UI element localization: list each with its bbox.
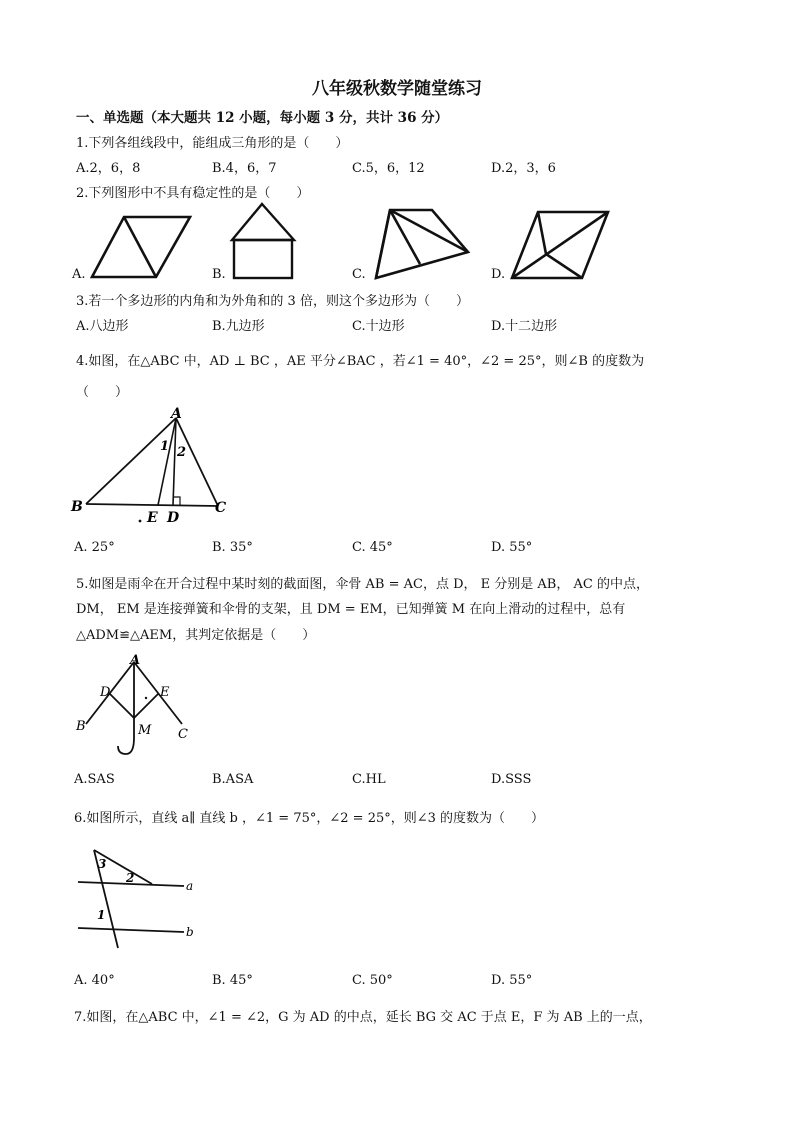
q6-option-b[interactable]: B. 45°	[212, 973, 253, 988]
q6-parallel-lines-figure	[72, 842, 202, 952]
q2-figure-b-house	[230, 202, 296, 280]
q3-option-c[interactable]: C.十边形	[352, 319, 405, 334]
q4-option-c[interactable]: C. 45°	[352, 540, 393, 555]
question-1-stem: 1.下列各组线段中，能组成三角形的是（ ）	[76, 136, 349, 151]
q5-label-a: A	[130, 653, 141, 668]
q3-option-b[interactable]: B.九边形	[212, 319, 265, 334]
q5-option-d[interactable]: D.SSS	[491, 772, 532, 787]
question-2-stem: 2.下列图形中不具有稳定性的是（ ）	[76, 186, 310, 201]
q1-option-a[interactable]: A.2，6，8	[76, 161, 141, 176]
q1-option-c[interactable]: C.5，6，12	[352, 161, 425, 176]
q4-label-a: A	[171, 406, 182, 422]
q6-label-angle-2: 2	[126, 871, 135, 885]
q1-option-d[interactable]: D.2，3，6	[491, 161, 556, 176]
q5-label-e: E	[160, 685, 170, 700]
question-4-stem-line1: 4.如图，在△ABC 中，AD ⊥ BC ，AE 平分∠BAC ，若∠1 = 40°，∠2 = 25°，则∠B 的度数为	[76, 354, 645, 369]
q4-option-d[interactable]: D. 55°	[491, 540, 533, 555]
q4-option-a[interactable]: A. 25°	[74, 540, 115, 555]
section-heading: 一、单选题（本大题共 12 小题，每小题 3 分，共计 36 分）	[76, 110, 449, 126]
q5-option-c[interactable]: C.HL	[352, 772, 386, 787]
q1-option-b[interactable]: B.4，6，7	[212, 161, 277, 176]
q5-option-b[interactable]: B.ASA	[212, 772, 254, 787]
question-6-stem: 6.如图所示，直线 a∥ 直线 b ，∠1 = 75°，∠2 = 25°，则∠3 的度数为（ ）	[74, 811, 545, 826]
q4-label-c: C	[215, 500, 227, 516]
q2-option-a[interactable]: A.	[72, 267, 86, 282]
question-3-stem: 3.若一个多边形的内角和为外角和的 3 倍，则这个多边形为（ ）	[76, 294, 469, 309]
q4-triangle-figure	[68, 404, 236, 528]
q6-label-angle-3: 3	[98, 857, 107, 871]
q5-option-a[interactable]: A.SAS	[74, 772, 115, 787]
q2-figure-a-parallelogram	[90, 215, 192, 279]
q2-figure-c-quadrilateral	[370, 208, 470, 280]
q5-label-m: M	[138, 723, 152, 738]
question-7-stem: 7.如图，在△ABC 中，∠1 = ∠2，G 为 AD 的中点，延长 BG 交 AC 于点 E，F 为 AB 上的一点，	[74, 1010, 652, 1025]
q6-label-angle-1: 1	[97, 908, 106, 922]
q2-option-b[interactable]: B.	[212, 267, 226, 282]
q4-label-d: D	[167, 510, 180, 526]
q5-label-b: B	[76, 719, 86, 734]
q4-label-angle-1: 1	[160, 439, 170, 454]
q4-label-b: B	[71, 499, 83, 515]
q6-label-line-a: a	[186, 879, 194, 893]
q6-option-c[interactable]: C. 50°	[352, 973, 393, 988]
q4-option-b[interactable]: B. 35°	[212, 540, 253, 555]
q5-label-c: C	[178, 727, 188, 742]
page-title: 八年级秋数学随堂练习	[312, 79, 482, 99]
q3-option-a[interactable]: A.八边形	[76, 319, 129, 334]
q6-option-d[interactable]: D. 55°	[491, 973, 533, 988]
q4-label-angle-2: 2	[177, 445, 187, 460]
q5-umbrella-figure	[72, 648, 202, 760]
q4-label-e: E	[147, 510, 158, 526]
q3-option-d[interactable]: D.十二边形	[491, 319, 558, 334]
q5-label-d: D	[100, 685, 111, 700]
q2-option-c[interactable]: C.	[352, 267, 366, 282]
question-5-stem-line3: △ADM≌△AEM，其判定依据是（ ）	[76, 628, 316, 643]
question-5-stem-line2: DM， EM 是连接弹簧和伞骨的支架，且 DM = EM，已知弹簧 M 在向上滑动的过程中，总有	[76, 602, 626, 617]
q6-option-a[interactable]: A. 40°	[74, 973, 115, 988]
question-4-stem-line2: （ ）	[76, 385, 129, 400]
question-5-stem-line1: 5.如图是雨伞在开合过程中某时刻的截面图，伞骨 AB = AC，点 D， E 分别是 AB， AC 的中点，	[76, 577, 649, 592]
q2-option-d[interactable]: D.	[491, 267, 506, 282]
q6-label-line-b: b	[186, 925, 194, 939]
q2-figure-d-parallelogram-diagonals	[510, 210, 610, 280]
